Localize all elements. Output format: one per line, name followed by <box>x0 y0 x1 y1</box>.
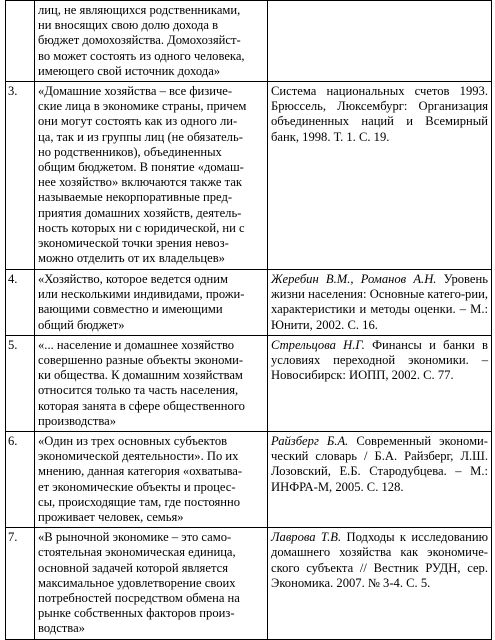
source-cell <box>268 528 492 639</box>
source-text: Подходы к исследованию домашнего хозяйства как экономиче-ского субъекта // Вестник РУДН, сер. Экономика. 2007. № 3-4. С. 5. <box>271 530 488 590</box>
table-row <box>6 1 492 82</box>
definition-cell: лиц, не являющихся родственниками, ни вносящих свою долю дохода в бюджет домохозяйства. Домохозяйст- во может состоять из одного человека, имеющего свой источник дохода» <box>35 1 268 82</box>
definition-cell: «... население и домашнее хозяйство совершенно разные объекты экономи- ки общества. К домашним хозяйствам относится только та часть населения, которая занята в сфере общественного производства» <box>35 335 268 431</box>
source-author: Райзберг Б.А. <box>271 434 349 449</box>
definition-cell: «Один из трех основных субъектов экономической деятельности». По их мнению, данная категория «охватыва- ет экономические объекты и процес- сы, происходящие там, где постоянно проживает человек, семья» <box>35 432 268 528</box>
table-row <box>6 335 492 431</box>
row-number <box>6 1 35 82</box>
row-number: 7. <box>6 528 35 639</box>
source-text: Финансы и банки в условиях переходной экономики. – Новосибирск: ИОПП, 2002. С. 77. <box>271 337 489 383</box>
table-row <box>6 82 492 270</box>
source-author: Жеребин В.М., Романов А.Н. <box>271 272 437 287</box>
source-text: Система национальных счетов 1993. Брюссель, Люксембург: Организация объединенных наций и Всемирный банк, 1998. Т. 1. С. 19. <box>271 84 488 144</box>
source-cell <box>268 82 492 270</box>
source-text: Уровень жизни населения: Основные катего-рии, характеристики и методы оценки. – М.: Юнити, 2002. С. 16. <box>271 272 488 332</box>
definition-cell: «В рыночной экономике – это само- стоятельная экономическая единица, основной задачей которой является максимальное удовлетворение своих потребностей посредством обмена на рынке собственных факторов произ- водства» <box>35 528 268 639</box>
definitions-table <box>5 0 492 640</box>
table-row <box>6 528 492 639</box>
source-cell <box>268 335 492 431</box>
row-number: 3. <box>6 82 35 270</box>
source-author: Лаврова Т.В. <box>271 530 342 545</box>
table-row <box>6 432 492 528</box>
document-page <box>5 0 492 640</box>
source-text: Современный экономи-ческий словарь / Б.А. Райзберг, Л.Ш. Лозовский, Е.Б. Стародубцева. – М.: ИНФРА-М, 2005. С. 128. <box>271 434 488 494</box>
definition-cell: «Хозяйство, которое ведется одним или несколькими индивидами, прожи- вающими совместно и имеющими общий бюджет» <box>35 270 268 336</box>
row-number: 6. <box>6 432 35 528</box>
definition-cell: «Домашние хозяйства – все физиче- ские лица в экономике страны, причем они могут состоять как из одного ли- ца, так и из группы лиц (не обязатель- но родственников), объединенных общим бюджетом. В понятие «домаш- нее хозяйство» включаются также так называемые некорпоративные пред- приятия домашних хозяйств, деятель- ность которых ни с юридической, ни с экономической точки зрения невоз- можно отделить от их владельцев» <box>35 82 268 270</box>
table-row <box>6 270 492 336</box>
source-author: Стрельцова Н.Г. <box>271 337 365 352</box>
source-cell <box>268 432 492 528</box>
row-number: 5. <box>6 335 35 431</box>
row-number: 4. <box>6 270 35 336</box>
source-cell <box>268 270 492 336</box>
source-cell <box>268 1 492 82</box>
